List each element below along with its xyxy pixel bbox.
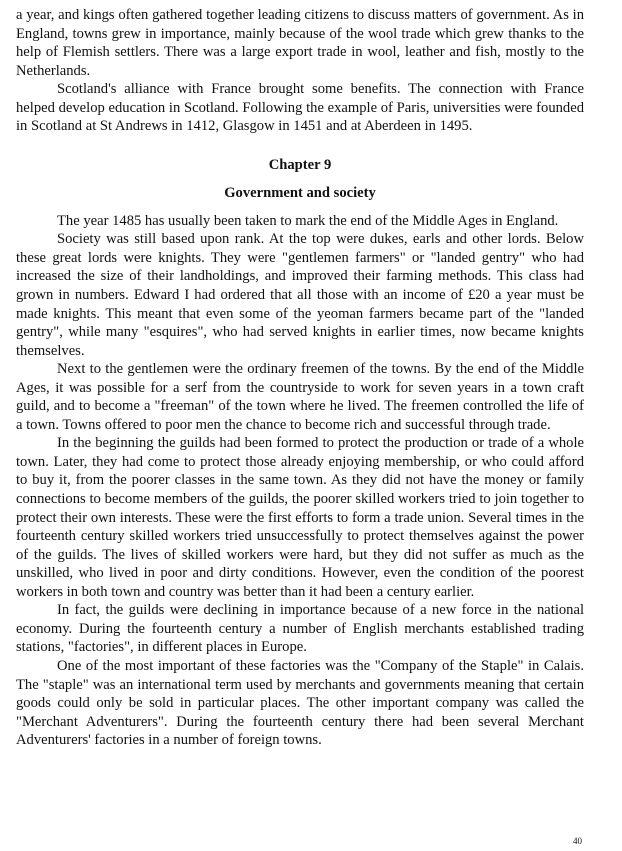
section-title: Government and society (224, 184, 376, 201)
paragraph-scotland-france: Scotland's alliance with France brought some benefits. The connection with France helped develop education in Scotland. Following the example of Paris, universities were founded in Scotland at St Andrews in 1412, Glasgow in 1451 and at Aberdeen in 1495. (16, 81, 584, 135)
paragraph-factories: In fact, the guilds were declining in importance because of a new force in the national economy. During the fourteenth century a number of English merchants established trading stations, "factories", in different places in Europe. (16, 602, 584, 656)
paragraph-freemen: Next to the gentlemen were the ordinary freemen of the towns. By the end of the Middle Ages, it was possible for a serf from the countryside to work for seven years in a town craft guild, and to become a "freeman" of the town where he lived. The freemen controlled the life of a town. Towns offered to poor men the chance to become rich and successful through trade. (16, 361, 584, 433)
chapter-title: Chapter 9 (268, 156, 332, 173)
paragraph-year-1485: The year 1485 has usually been taken to mark the end of the Middle Ages in England. (57, 212, 559, 229)
paragraph-wool-trade: a year, and kings often gathered together leading citizens to discuss matters of government. As in England, towns grew in importance, mainly because of the wool trade which grew thanks to the help of Flemish settlers. There was a large export trade in wool, leather and fish, mostly to the Netherlands. (16, 7, 584, 79)
paragraph-rank: Society was still based upon rank. At the top were dukes, earls and other lords. Below these great lords were knights. They were "gentlemen farmers" or "landed gentry" who had increased the size of their landholdings, and improved their farming methods. This class had grown in numbers. Edward I had ordered that all those with an income of £20 a year must be made knights. This meant that even some of the yeoman farmers became part of the "landed gentry", while many "esquires", who had served knights in earlier times, now became knights themselves. (16, 231, 584, 359)
paragraph-staple: One of the most important of these factories was the "Company of the Staple" in Calais. The "staple" was an international term used by merchants and governments meaning that certain goods could only be sold in particular places. The other important company was called the "Merchant Adventurers". During the fourteenth century there had been several Merchant Adventurers' factories in a number of foreign towns. (16, 657, 584, 749)
page-body (16, 6, 584, 750)
paragraph-guilds: In the beginning the guilds had been formed to protect the production or trade of a whole town. Later, they had come to protect those already enjoying membership, or who could afford to buy it, from the poorer classes in the same town. As they did not have the money or family connections to become members of the guilds, the poorer skilled workers tried to join together to protect their own interests. These were the first efforts to form a trade union. Several times in the fourteenth century skilled workers tried unsuccessfully to protect themselves against the power of the guilds. The lives of skilled workers were hard, but they did not suffer as much as the unskilled, who lived in poor and dirty conditions. However, even the condition of the poorest workers in both town and country was better than it had been a century earlier. (16, 435, 584, 600)
section-gap (16, 136, 584, 154)
page-number: 40 (573, 836, 582, 846)
